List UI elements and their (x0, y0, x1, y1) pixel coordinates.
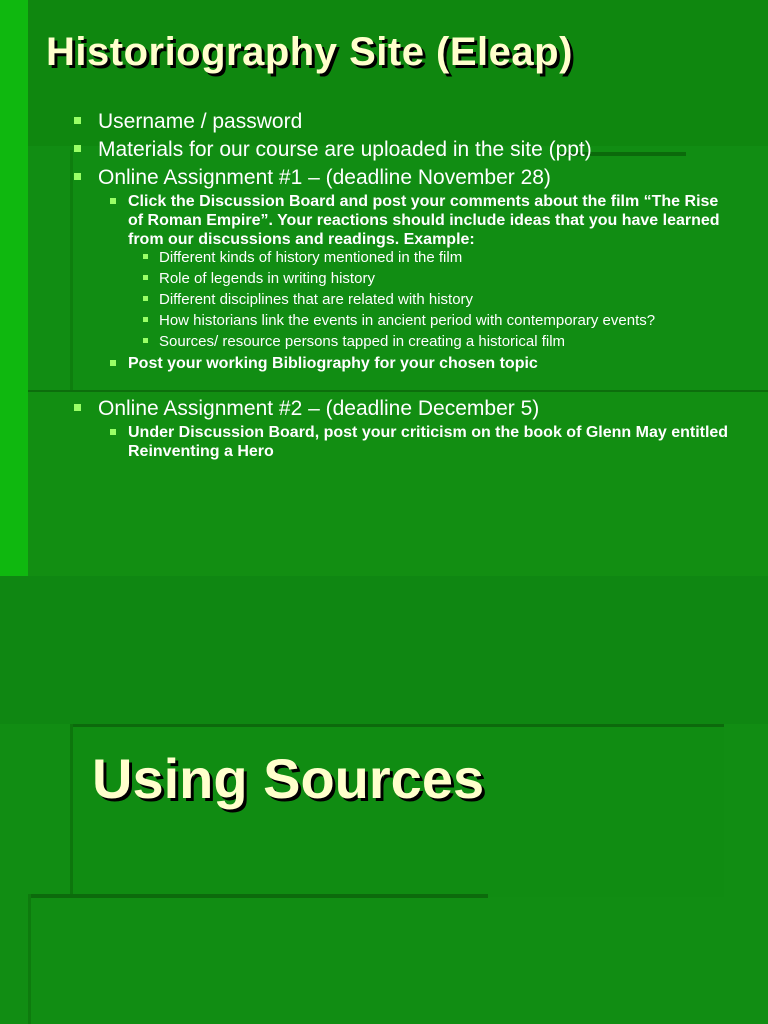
example-item (70, 291, 730, 308)
item-text: Materials for our course are uploaded in the site (ppt) (98, 138, 592, 161)
item-text: Username / password (98, 110, 303, 133)
square-bullet-icon (143, 338, 148, 343)
example-text: Different kinds of history mentioned in the film (159, 249, 463, 266)
square-bullet-icon (143, 317, 148, 322)
background-block (0, 576, 768, 724)
item-text: Online Assignment #1 – (deadline November 28) (98, 166, 551, 189)
example-text: Different disciplines that are related with history (159, 291, 474, 308)
example-text: Sources/ resource persons tapped in creating a historical film (159, 333, 566, 350)
square-bullet-icon (74, 117, 81, 124)
example-item (70, 333, 730, 350)
list-item (70, 108, 730, 136)
slide-title: Using Sources (92, 747, 485, 810)
square-bullet-icon (110, 198, 116, 204)
sub-item (70, 423, 730, 461)
decorative-line (28, 894, 31, 1024)
square-bullet-icon (143, 296, 148, 301)
slide-title: Historiography Site (Eleap) (46, 30, 573, 74)
decorative-line (70, 724, 73, 894)
example-item (70, 312, 730, 329)
assignment1-instruction: Click the Discussion Board and post your comments about the film “The Rise of Roman Empire”. Your reactions should include ideas that you have learned from our discussions and readings. Example: (128, 193, 720, 248)
list-item (70, 395, 730, 423)
assignment2-instruction: Under Discussion Board, post your criticism on the book of Glenn May entitled Reinventing a Hero (128, 424, 729, 460)
square-bullet-icon (143, 275, 148, 280)
example-item (70, 270, 730, 287)
bullet-list (70, 108, 730, 461)
left-accent-bar (0, 0, 28, 576)
decorative-line (28, 894, 488, 898)
square-bullet-icon (74, 404, 81, 411)
square-bullet-icon (110, 360, 116, 366)
example-text: Role of legends in writing history (159, 270, 375, 287)
square-bullet-icon (143, 254, 148, 259)
example-text: How historians link the events in ancient period with contemporary events? (159, 312, 656, 329)
square-bullet-icon (74, 145, 81, 152)
list-item (70, 136, 730, 164)
square-bullet-icon (110, 429, 116, 435)
item-text: Online Assignment #2 – (deadline December 5) (98, 397, 540, 420)
example-item (70, 249, 730, 266)
sub-item (70, 192, 730, 249)
bibliography-text: Post your working Bibliography for your chosen topic (128, 355, 538, 372)
list-item (70, 164, 730, 192)
slide-using-sources (0, 576, 768, 1024)
spacer (70, 373, 730, 395)
sub-item (70, 354, 730, 373)
square-bullet-icon (74, 173, 81, 180)
